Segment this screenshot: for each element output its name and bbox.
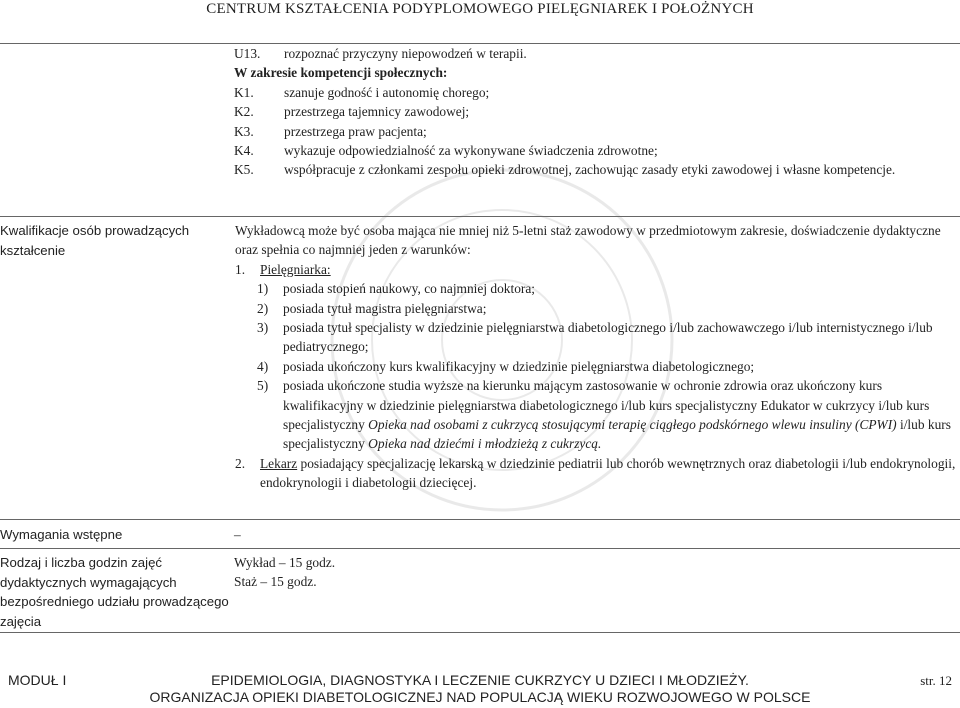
page-footer bbox=[0, 668, 960, 708]
effects-content bbox=[234, 44, 960, 217]
course-name-cpwi: Opieka nad osobami z cukrzycą stosującymi terapię ciągłego podskórnego wlewu insuliny (CPWI) bbox=[368, 417, 897, 433]
doctor-item: 2. Lekarz posiadający specjalizację lekarską w dziedzinie pediatrii lub chorób wewnętrznych oraz diabetologii i/lub endokrynologii, endokrynologii i diabetologii dziecięcej. bbox=[235, 455, 956, 491]
prerequisites-label: Wymagania wstępne bbox=[0, 520, 234, 549]
prerequisites-row bbox=[0, 520, 960, 549]
page-number: str. 12 bbox=[920, 673, 952, 688]
footer-line-2: ORGANIZACJA OPIEKI DIABETOLOGICZNEJ NAD POPULACJĄ WIEKU ROZWOJOWEGO W POLSCE bbox=[149, 689, 811, 705]
page-header bbox=[0, 0, 960, 18]
nurse-item-3: 3) posiada tytuł specjalisty w dziedzinie pielęgniarstwa diabetologicznego i/lub zachowawczego i/lub internistycznego i/lub pediatrycznego; bbox=[257, 320, 933, 355]
header-title: CENTRUM KSZTAŁCENIA PODYPLOMOWEGO PIELĘGNIAREK I POŁOŻNYCH bbox=[206, 1, 754, 17]
nurse-heading: 1. Pielęgniarka: bbox=[235, 261, 331, 277]
nurse-item-4: 4) posiada ukończony kurs kwalifikacyjny w dziedzinie pielęgniarstwa diabetologicznego; bbox=[257, 358, 755, 374]
nurse-item-5: 5) posiada ukończone studia wyższe na kierunku mającym zastosowanie w ochronie zdrowia oraz ukończony kurs kwalifikacyjny w dziedzinie pielęgniarstwa diabetologicznego i/lub kurs specjalistyczny Edukator w cukrzycy i/lub kurs specjalistyczny Opieka nad osobami z cukrzycą stosującymi terapię ciągłego podskórnego wlewu insuliny (CPWI) i/lub kurs specjalistyczny Opieka nad dziećmi i młodzieżą z cukrzycą. bbox=[257, 378, 951, 452]
nurse-item-2: 2) posiada tytuł magistra pielęgniarstwa; bbox=[257, 300, 487, 316]
program-table bbox=[0, 43, 960, 633]
effects-label-cell bbox=[0, 44, 234, 217]
internship-hours: Staż – 15 godz. bbox=[234, 574, 317, 590]
effect-k1: K1. szanuje godność i autonomię chorego; bbox=[234, 84, 490, 100]
prerequisites-value: – bbox=[234, 520, 960, 549]
effect-k4: K4. wykazuje odpowiedzialność za wykonywane świadczenia zdrowotne; bbox=[234, 143, 658, 159]
qualifications-intro: Wykładowcą może być osoba mająca nie mniej niż 5-letni staż zawodowy w przedmiotowym zakresie, doświadczenie dydaktyczne oraz spełnia co najmniej jeden z warunków: bbox=[235, 223, 941, 258]
social-competences-heading: W zakresie kompetencji społecznych: bbox=[234, 65, 448, 81]
effects-row bbox=[0, 44, 960, 217]
footer-module: MODUŁ I bbox=[8, 672, 67, 688]
effect-u13: U13. rozpoznać przyczyny niepowodzeń w terapii. bbox=[234, 46, 527, 61]
nurse-item-1: 1) posiada stopień naukowy, co najmniej doktora; bbox=[257, 281, 536, 297]
footer-line-1: EPIDEMIOLOGIA, DIAGNOSTYKA I LECZENIE CUKRZYCY U DZIECI I MŁODZIEŻY. bbox=[211, 672, 749, 688]
effect-k2: K2. przestrzega tajemnicy zawodowej; bbox=[234, 104, 470, 120]
course-name-children: Opieka nad dziećmi i młodzieżą z cukrzycą. bbox=[368, 436, 602, 452]
qualifications-content bbox=[234, 217, 960, 520]
lecture-hours: Wykład – 15 godz. bbox=[234, 555, 336, 570]
qualifications-row bbox=[0, 217, 960, 520]
qualifications-label: Kwalifikacje osób prowadzących kształcenie bbox=[0, 217, 234, 520]
hours-content bbox=[234, 549, 960, 633]
hours-label: Rodzaj i liczba godzin zajęć dydaktycznych wymagających bezpośredniego udziału prowadzącego zajęcia bbox=[0, 549, 234, 633]
hours-row bbox=[0, 549, 960, 633]
effect-k3: K3. przestrzega praw pacjenta; bbox=[234, 123, 427, 139]
effect-k5: K5. współpracuje z członkami zespołu opieki zdrowotnej, zachowując zasady etyki zawodowej i własne kompetencje. bbox=[234, 162, 896, 178]
